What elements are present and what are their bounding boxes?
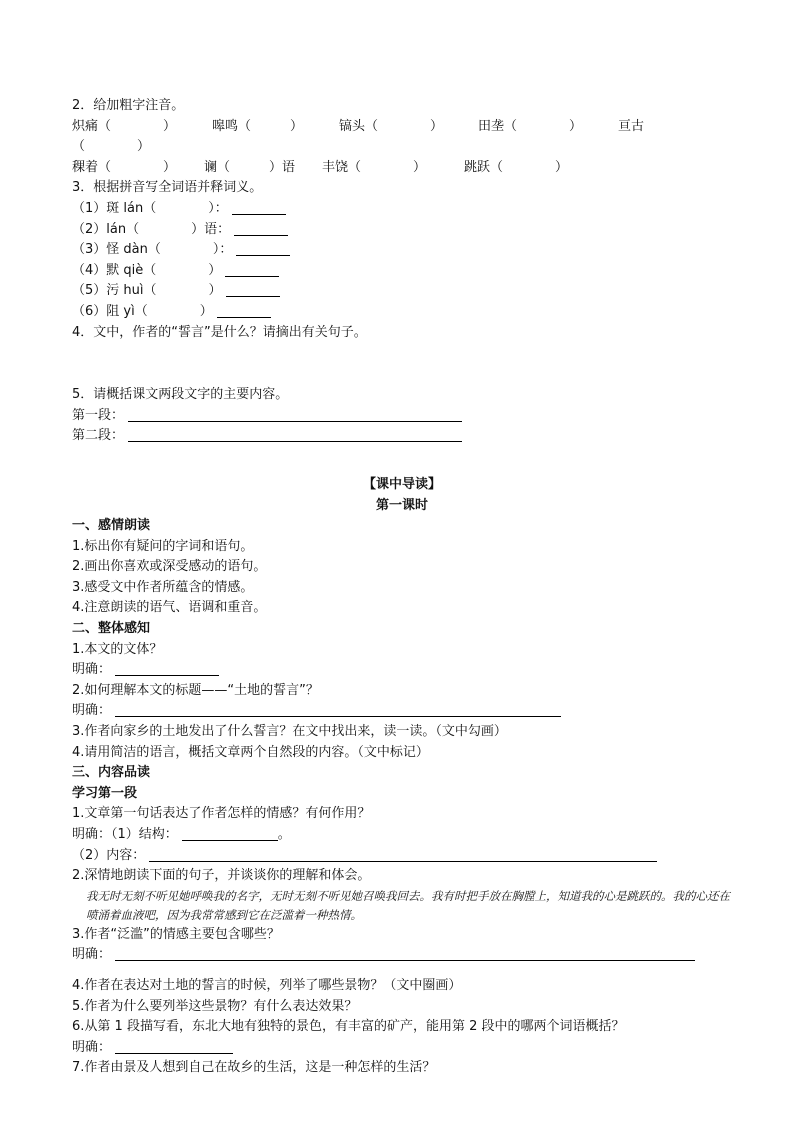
answer-blank[interactable]	[236, 241, 290, 256]
answer-blank[interactable]	[115, 661, 219, 676]
answer-label: 明确：	[72, 947, 112, 963]
answer-blank[interactable]	[217, 303, 271, 318]
worksheet	[72, 96, 732, 1079]
q3-item	[72, 281, 732, 302]
q3-item	[72, 240, 732, 261]
section-title: 三、内容品读	[72, 765, 151, 781]
answer-blank[interactable]	[182, 826, 278, 841]
q2-row1b: （ ）	[72, 139, 151, 155]
lesson-title: 第一课时	[375, 497, 428, 513]
answer-line	[72, 945, 732, 966]
answer-blank[interactable]	[115, 946, 695, 961]
answer-blank[interactable]	[226, 282, 280, 297]
answer-line	[72, 1038, 732, 1059]
q5-title: 5．请概括课文两段文字的主要内容。	[72, 387, 289, 403]
section-title: 二、整体感知	[72, 621, 151, 637]
question: 2.深情地朗读下面的句子，并谈谈你的理解和体会。	[72, 868, 371, 884]
answer-line	[72, 701, 732, 722]
answer-label: 明确：	[72, 1039, 112, 1055]
quoted-passage: 我无时无刻不听见她呼唤我的名字，无时无刻不听见她召唤我回去。我有时把手放在胸膛上，知道我的心是跳跃的。我的心还在喷涌着血液吧，因为我常常感到它在泛滥着一种热情。	[86, 888, 730, 922]
answer-line	[72, 846, 732, 867]
question: 3.作者“泛滥”的情感主要包含哪些？	[72, 926, 280, 942]
answer-blank[interactable]	[234, 221, 288, 236]
q2-item: 炽痛（ ）	[72, 118, 177, 134]
q3-item-text: （3）怪 dàn（ ）：	[72, 242, 233, 258]
question: 4.作者在表达对土地的誓言的时候，列举了哪些景物？（文中圈画）	[72, 977, 462, 993]
q5-p2-label: 第二段：	[72, 428, 125, 444]
answer-blank[interactable]	[225, 262, 279, 277]
answer-blank[interactable]	[149, 847, 657, 862]
q2-item: 亘古	[618, 118, 645, 134]
answer-label: （2）内容：	[72, 847, 146, 863]
q5-p1	[72, 406, 732, 427]
question: 6.从第 1 段描写看，东北大地有独特的景色，有丰富的矿产，能用第 2 段中的哪两个词语概括？	[72, 1019, 625, 1035]
q2-item: 嗥鸣（ ）	[212, 118, 304, 134]
list-item: 2.画出你喜欢或深受感动的语句。	[72, 559, 267, 575]
q2-item: 镐头（ ）	[339, 118, 444, 134]
subsection-title: 学习第一段	[72, 785, 138, 801]
q2-item: 稞着（ ）	[72, 159, 177, 175]
question: 4.请用简洁的语言，概括文章两个自然段的内容。（文中标记）	[72, 744, 429, 760]
list-item: 3.感受文中作者所蕴含的情感。	[72, 579, 254, 595]
q3-item-text: （6）阻 yì（ ）	[72, 303, 213, 319]
question: 1.本文的文体？	[72, 641, 163, 657]
answer-blank[interactable]	[128, 427, 462, 442]
q3-item	[72, 302, 732, 323]
question: 7.作者由景及人想到自己在故乡的生活，这是一种怎样的生活？	[72, 1060, 436, 1076]
answer-space[interactable]	[72, 343, 732, 385]
question: 1.文章第一句话表达了作者怎样的情感？有何作用？	[72, 806, 371, 822]
q2-title: 2．给加粗字注音。	[72, 98, 185, 113]
question: 5.作者为什么要列举这些景物？有什么表达效果？	[72, 998, 358, 1014]
answer-label: 明确：	[72, 703, 112, 719]
list-item: 1.标出你有疑问的字词和语句。	[72, 538, 254, 554]
q4-title: 4．文中，作者的“誓言”是什么？请摘出有关句子。	[72, 324, 367, 340]
q3-item	[72, 220, 732, 241]
question: 3.作者向家乡的土地发出了什么誓言？在文中找出来，读一读。（文中勾画）	[72, 724, 507, 740]
q3-title: 3．根据拼音写全词语并释词义。	[72, 180, 263, 196]
q2-item: 跳跃（ ）	[464, 159, 569, 175]
answer-blank[interactable]	[128, 407, 462, 422]
answer-line	[72, 660, 732, 681]
answer-label: 明确：	[72, 662, 112, 678]
q3-item-text: （1）斑 lán（ ）：	[72, 200, 228, 216]
section-title: 一、感情朗读	[72, 518, 151, 534]
q5-p2	[72, 426, 732, 447]
answer-blank[interactable]	[232, 200, 286, 215]
q3-item-text: （4）默 qiè（ ）	[72, 262, 222, 278]
q2-row1	[72, 117, 732, 138]
q2-item: 谰（ ）语	[204, 159, 296, 175]
question: 2.如何理解本文的标题——“土地的誓言”？	[72, 682, 319, 698]
period: 。	[277, 827, 291, 842]
answer-blank[interactable]	[115, 1039, 233, 1054]
answer-label: 明确：（1）结构：	[72, 827, 178, 842]
answer-line	[72, 825, 732, 846]
q3-item-text: （5）污 huì（ ）	[72, 283, 222, 299]
q3-item	[72, 199, 732, 220]
q3-item-text: （2）lán（ ）语：	[72, 221, 231, 237]
answer-blank[interactable]	[115, 702, 561, 717]
q3-item	[72, 261, 732, 282]
list-item: 4.注意朗读的语气、语调和重音。	[72, 600, 267, 616]
q2-row2	[72, 158, 732, 179]
q2-item: 田垄（ ）	[478, 118, 583, 134]
q2-item: 丰饶（ ）	[322, 159, 427, 175]
q5-p1-label: 第一段：	[72, 407, 125, 423]
section-heading: 【课中导读】	[362, 476, 441, 492]
